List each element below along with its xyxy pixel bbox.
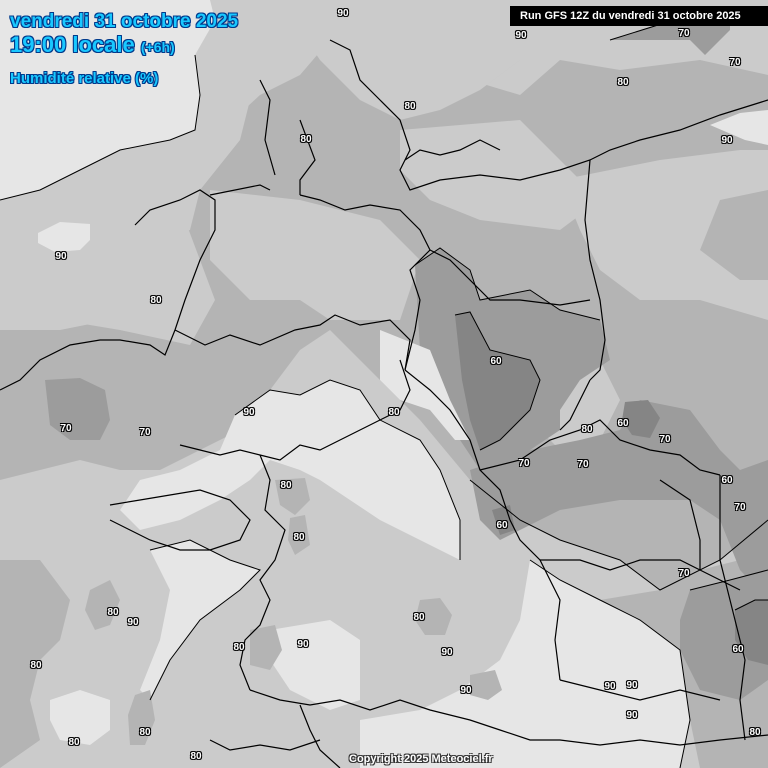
parameter-title: Humidité relative (%) [10,70,159,87]
contour-label: 80 [68,737,80,748]
contour-label: 90 [626,680,638,691]
contour-label: 60 [732,644,744,655]
contour-label: 80 [404,101,416,112]
contour-label: 90 [127,617,139,628]
contour-label: 70 [577,459,589,470]
contour-label: 90 [441,647,453,658]
contour-label: 80 [280,480,292,491]
contour-label: 90 [721,135,733,146]
contour-label: 90 [297,639,309,650]
forecast-date: vendredi 31 octobre 2025 [10,11,239,32]
contour-label: 80 [139,727,151,738]
contour-label: 80 [190,751,202,762]
forecast-local-time: 19:00 locale [10,32,135,57]
contour-label: 90 [604,681,616,692]
contour-label: 80 [388,407,400,418]
contour-label: 80 [293,532,305,543]
contour-label: 70 [729,57,741,68]
contour-label: 60 [496,520,508,531]
contour-label: 60 [617,418,629,429]
contour-label: 80 [30,660,42,671]
copyright-text: Copyright 2025 Meteociel.fr [349,753,493,765]
contour-label: 80 [150,295,162,306]
contour-label: 70 [518,458,530,469]
contour-label: 70 [678,28,690,39]
contour-label: 70 [678,568,690,579]
contour-label: 80 [749,727,761,738]
contour-label: 80 [233,642,245,653]
contour-label: 90 [243,407,255,418]
contour-label: 80 [413,612,425,623]
model-run-banner: Run GFS 12Z du vendredi 31 octobre 2025 [510,6,768,26]
contour-label: 60 [721,475,733,486]
contour-label: 90 [515,30,527,41]
contour-label: 90 [337,8,349,19]
forecast-time [10,34,175,56]
contour-label: 90 [626,710,638,721]
contour-label: 70 [659,434,671,445]
contour-label: 70 [60,423,72,434]
contour-label: 80 [617,77,629,88]
contour-label: 70 [139,427,151,438]
contour-label: 70 [734,502,746,513]
contour-label: 80 [581,424,593,435]
contour-label: 90 [460,685,472,696]
forecast-offset: (+6h) [140,39,175,55]
contour-label: 60 [490,356,502,367]
contour-label: 80 [107,607,119,618]
contour-label: 80 [300,134,312,145]
contour-label: 90 [55,251,67,262]
